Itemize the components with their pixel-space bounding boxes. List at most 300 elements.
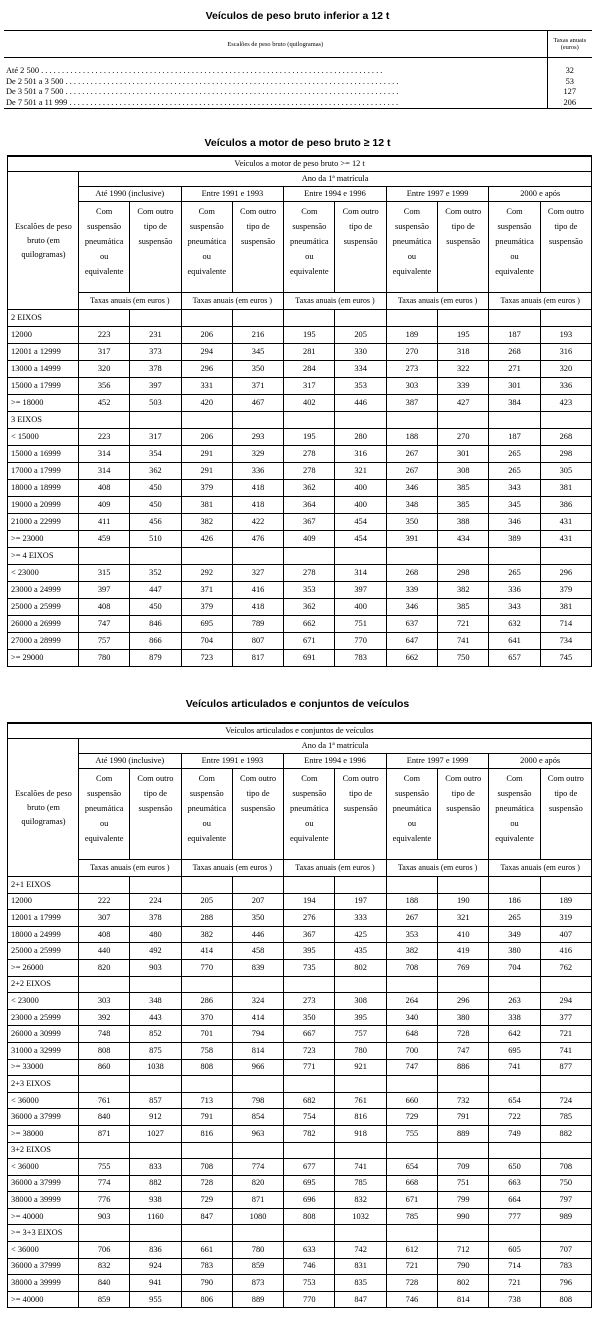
tax-value-cell: 741: [335, 1159, 386, 1176]
empty-cell: [489, 310, 540, 327]
tax-value-cell: 871: [232, 1192, 283, 1209]
table-row: [8, 1092, 592, 1109]
tax-value-cell: 381: [540, 480, 591, 497]
tax-value-cell: 820: [79, 959, 130, 976]
tax-value-cell: 338: [489, 1009, 540, 1026]
tax-value-cell: 1032: [335, 1208, 386, 1225]
table-row: [8, 993, 592, 1010]
tax-value-cell: 288: [181, 910, 232, 927]
empty-cell: [540, 877, 591, 894]
tax-value-cell: 912: [130, 1109, 181, 1126]
tax-value-cell: 446: [232, 926, 283, 943]
tax-value-cell: 454: [335, 531, 386, 548]
tax-value-cell: 386: [540, 497, 591, 514]
tax-value-cell: 348: [130, 993, 181, 1010]
tax-value-cell: 301: [489, 378, 540, 395]
tax-value-cell: 348: [386, 497, 437, 514]
tax-value-cell: 771: [284, 1059, 335, 1076]
tax-value-cell: 381: [181, 497, 232, 514]
tax-value-cell: 774: [79, 1175, 130, 1192]
table-row: [8, 582, 592, 599]
axle-group-row: [8, 1225, 592, 1242]
empty-cell: [540, 1142, 591, 1159]
tax-value-cell: 762: [540, 959, 591, 976]
tax-value-cell: 385: [438, 480, 489, 497]
table-row: [8, 1109, 592, 1126]
axle-group-row: [8, 310, 592, 327]
tax-value-cell: 860: [79, 1059, 130, 1076]
tax-value-cell: 886: [438, 1059, 489, 1076]
pneumatic-suspension-header: Com suspensão pneumática ou equivalente: [79, 202, 130, 293]
tax-value-cell: 380: [438, 1009, 489, 1026]
weight-bracket-label: 25000 a 25999: [8, 599, 79, 616]
tax-value-cell: 384: [489, 395, 540, 412]
tax-value-cell: 735: [284, 959, 335, 976]
empty-cell: [181, 877, 232, 894]
tax-value-cell: 859: [79, 1291, 130, 1308]
tax-value-cell: 709: [438, 1159, 489, 1176]
tax-value-cell: 747: [386, 1059, 437, 1076]
tax-value-cell: 758: [181, 1042, 232, 1059]
tax-value-cell: 747: [79, 616, 130, 633]
table-row: [8, 429, 592, 446]
tax-value-cell: 846: [130, 616, 181, 633]
tax-value-cell: 802: [335, 959, 386, 976]
tax-value-cell: 222: [79, 893, 130, 910]
registration-year-header: Ano da 1ª matrícula: [79, 739, 592, 754]
empty-cell: [386, 877, 437, 894]
empty-cell: [232, 877, 283, 894]
empty-cell: [232, 1142, 283, 1159]
tax-value-cell: 278: [284, 446, 335, 463]
other-suspension-header: Com outro tipo de suspensão: [130, 202, 181, 293]
tax-value-cell: 661: [181, 1242, 232, 1259]
tax-value-cell: 317: [130, 429, 181, 446]
tax-value-cell: 713: [181, 1092, 232, 1109]
tax-value-cell: 633: [284, 1242, 335, 1259]
empty-cell: [79, 412, 130, 429]
table-row: [8, 1175, 592, 1192]
tax-value-cell: 408: [79, 926, 130, 943]
tax-value-cell: 422: [232, 514, 283, 531]
empty-cell: [489, 1142, 540, 1159]
period-header: Entre 1991 e 1993: [181, 754, 284, 769]
axle-group-label: 2+3 EIXOS: [8, 1076, 79, 1093]
tax-value-cell: 802: [438, 1275, 489, 1292]
empty-cell: [181, 548, 232, 565]
tax-value-cell: 319: [540, 910, 591, 927]
tax-value-cell: 205: [335, 327, 386, 344]
tax-value-cell: 373: [130, 344, 181, 361]
weight-bracket-label: >= 40000: [8, 1208, 79, 1225]
section1-title: Veículos de peso bruto inferior a 12 t: [205, 10, 390, 22]
tax-value-cell: 695: [284, 1175, 335, 1192]
tax-value-cell: 316: [540, 344, 591, 361]
tax-value-cell: 353: [386, 926, 437, 943]
period-header: Entre 1997 e 1999: [386, 754, 489, 769]
tax-value-cell: 367: [284, 926, 335, 943]
other-suspension-header: Com outro tipo de suspensão: [540, 202, 591, 293]
pneumatic-suspension-header: Com suspensão pneumática ou equivalente: [386, 202, 437, 293]
tax-value-cell: 336: [489, 582, 540, 599]
empty-cell: [438, 877, 489, 894]
tax-value-cell: 316: [335, 446, 386, 463]
row-value: 53: [547, 77, 592, 88]
tax-value-cell: 605: [489, 1242, 540, 1259]
table-row: [8, 480, 592, 497]
tax-value-cell: 734: [540, 633, 591, 650]
table-caption: Veículos a motor de peso bruto >= 12 t: [8, 156, 592, 172]
tax-value-cell: 751: [335, 616, 386, 633]
empty-cell: [232, 976, 283, 993]
period-header: Entre 1994 e 1996: [284, 187, 387, 202]
tax-value-cell: 408: [79, 599, 130, 616]
tax-value-cell: 721: [386, 1258, 437, 1275]
empty-cell: [386, 412, 437, 429]
table-row: [8, 446, 592, 463]
tax-value-cell: 276: [284, 910, 335, 927]
weight-bracket-label: 12001 a 12999: [8, 344, 79, 361]
empty-cell: [79, 1225, 130, 1242]
tax-value-cell: 729: [181, 1192, 232, 1209]
tax-value-cell: 820: [232, 1175, 283, 1192]
tax-value-cell: 385: [438, 497, 489, 514]
empty-cell: [335, 1076, 386, 1093]
tax-value-cell: 409: [79, 497, 130, 514]
empty-cell: [284, 976, 335, 993]
tax-value-cell: 308: [335, 993, 386, 1010]
tax-value-cell: 721: [489, 1275, 540, 1292]
tax-column-header: Taxas anuais (euros): [547, 31, 592, 58]
tax-value-cell: 642: [489, 1026, 540, 1043]
empty-cell: [130, 310, 181, 327]
tax-value-cell: 612: [386, 1242, 437, 1259]
tax-value-cell: 785: [386, 1208, 437, 1225]
empty-cell: [540, 548, 591, 565]
empty-cell: [181, 1225, 232, 1242]
tax-value-cell: 799: [438, 1192, 489, 1209]
tax-value-cell: 362: [284, 480, 335, 497]
tax-value-cell: 761: [335, 1092, 386, 1109]
tax-value-cell: 749: [489, 1125, 540, 1142]
tax-value-cell: 350: [284, 1009, 335, 1026]
tax-value-cell: 334: [335, 361, 386, 378]
tax-value-cell: 746: [284, 1258, 335, 1275]
table-row: [8, 1125, 592, 1142]
tax-label: Taxas anuais (em euros ): [181, 860, 284, 877]
tax-value-cell: 761: [79, 1092, 130, 1109]
tax-value-cell: 408: [79, 480, 130, 497]
weight-bracket-label: < 36000: [8, 1159, 79, 1176]
tax-value-cell: 918: [335, 1125, 386, 1142]
weight-bracket-label: < 23000: [8, 993, 79, 1010]
tax-value-cell: 774: [232, 1159, 283, 1176]
tax-value-cell: 691: [284, 650, 335, 667]
tax-value-cell: 343: [489, 480, 540, 497]
empty-cell: [284, 1142, 335, 1159]
tax-value-cell: 873: [232, 1275, 283, 1292]
light-vehicles-table: [4, 30, 592, 109]
tax-value-cell: 379: [181, 599, 232, 616]
tax-value-cell: 728: [386, 1275, 437, 1292]
tax-value-cell: 695: [181, 616, 232, 633]
tax-value-cell: 268: [386, 565, 437, 582]
tax-value-cell: 783: [181, 1258, 232, 1275]
tax-value-cell: 385: [438, 599, 489, 616]
period-header: 2000 e após: [489, 187, 592, 202]
tax-value-cell: 780: [335, 1042, 386, 1059]
empty-cell: [489, 877, 540, 894]
tax-value-cell: 350: [386, 514, 437, 531]
table-row: [8, 1258, 592, 1275]
tax-value-cell: 807: [232, 633, 283, 650]
tax-value-cell: 345: [232, 344, 283, 361]
tax-value-cell: 741: [438, 633, 489, 650]
tax-value-cell: 273: [284, 993, 335, 1010]
tax-value-cell: 265: [489, 463, 540, 480]
tax-value-cell: 924: [130, 1258, 181, 1275]
tax-value-cell: 728: [438, 1026, 489, 1043]
other-suspension-header: Com outro tipo de suspensão: [438, 769, 489, 860]
empty-cell: [181, 412, 232, 429]
tax-value-cell: 704: [489, 959, 540, 976]
tax-value-cell: 265: [489, 446, 540, 463]
row-value: 32: [547, 66, 592, 77]
empty-cell: [79, 548, 130, 565]
tax-value-cell: 700: [386, 1042, 437, 1059]
tax-value-cell: 271: [489, 361, 540, 378]
table-row: [8, 344, 592, 361]
tax-value-cell: 420: [181, 395, 232, 412]
axle-group-row: [8, 877, 592, 894]
tax-value-cell: 419: [438, 943, 489, 960]
tax-value-cell: 777: [489, 1208, 540, 1225]
weight-bracket-label: 15000 a 17999: [8, 378, 79, 395]
tax-value-cell: 1160: [130, 1208, 181, 1225]
empty-cell: [232, 1225, 283, 1242]
weight-bracket-label: < 36000: [8, 1092, 79, 1109]
tax-value-cell: 381: [540, 599, 591, 616]
weight-bracket-label: 38000 a 39999: [8, 1192, 79, 1209]
tax-value-cell: 387: [386, 395, 437, 412]
tax-value-cell: 414: [232, 1009, 283, 1026]
tax-value-cell: 742: [335, 1242, 386, 1259]
tax-value-cell: 877: [540, 1059, 591, 1076]
tax-value-cell: 840: [79, 1275, 130, 1292]
weight-bracket-label: 18000 a 24999: [8, 926, 79, 943]
empty-cell: [386, 1225, 437, 1242]
empty-cell: [79, 1142, 130, 1159]
tax-value-cell: 187: [489, 429, 540, 446]
empty-cell: [284, 310, 335, 327]
tax-value-cell: 195: [284, 429, 335, 446]
tax-value-cell: 714: [540, 616, 591, 633]
row-label: De 3 501 a 7 500 . . . . . . . . . . . . . . . . . . . . . . . . . . . . . . . . . . . . . . . . . . . . . . . . . . . . . . . . . . . . . . . . . . . . . . . . . . . . . . . .: [6, 87, 399, 97]
tax-value-cell: 318: [438, 344, 489, 361]
tax-value-cell: 397: [130, 378, 181, 395]
empty-cell: [181, 976, 232, 993]
tax-value-cell: 454: [335, 514, 386, 531]
weight-bracket-label: 15000 a 16999: [8, 446, 79, 463]
tax-value-cell: 456: [130, 514, 181, 531]
table-row: [8, 463, 592, 480]
tax-value-cell: 379: [181, 480, 232, 497]
tax-value-cell: 446: [335, 395, 386, 412]
tax-value-cell: 380: [489, 943, 540, 960]
empty-cell: [386, 310, 437, 327]
tax-value-cell: 798: [232, 1092, 283, 1109]
tax-value-cell: 189: [540, 893, 591, 910]
tax-value-cell: 921: [335, 1059, 386, 1076]
empty-cell: [130, 412, 181, 429]
tax-value-cell: 431: [540, 514, 591, 531]
tax-value-cell: 320: [79, 361, 130, 378]
tax-value-cell: 450: [130, 599, 181, 616]
empty-cell: [489, 976, 540, 993]
tax-value-cell: 671: [284, 633, 335, 650]
tax-value-cell: 367: [284, 514, 335, 531]
weight-bracket-label: 36000 a 37999: [8, 1109, 79, 1126]
table-row: [8, 599, 592, 616]
table-caption: Veículos articulados e conjuntos de veículos: [8, 723, 592, 739]
tax-value-cell: 741: [489, 1059, 540, 1076]
tax-value-cell: 728: [181, 1175, 232, 1192]
tax-value-cell: 657: [489, 650, 540, 667]
section2-title: Veículos a motor de peso bruto ≥ 12 t: [204, 137, 391, 149]
tax-value-cell: 296: [181, 361, 232, 378]
tax-value-cell: 467: [232, 395, 283, 412]
empty-cell: [540, 976, 591, 993]
tax-value-cell: 654: [386, 1159, 437, 1176]
tax-value-cell: 329: [232, 446, 283, 463]
tax-value-cell: 871: [79, 1125, 130, 1142]
tax-value-cell: 745: [540, 650, 591, 667]
tax-value-cell: 267: [386, 463, 437, 480]
tax-value-cell: 350: [232, 361, 283, 378]
tax-value-cell: 724: [540, 1092, 591, 1109]
empty-cell: [232, 1076, 283, 1093]
table-row: [8, 1291, 592, 1308]
tax-value-cell: 267: [386, 910, 437, 927]
pneumatic-suspension-header: Com suspensão pneumática ou equivalente: [284, 202, 335, 293]
empty-cell: [79, 877, 130, 894]
axle-group-label: >= 3+3 EIXOS: [8, 1225, 79, 1242]
tax-value-cell: 707: [540, 1242, 591, 1259]
tax-value-cell: 284: [284, 361, 335, 378]
tax-value-cell: 314: [335, 565, 386, 582]
empty-cell: [284, 1225, 335, 1242]
tax-value-cell: 388: [438, 514, 489, 531]
tax-value-cell: 770: [181, 959, 232, 976]
tax-value-cell: 712: [438, 1242, 489, 1259]
other-suspension-header: Com outro tipo de suspensão: [130, 769, 181, 860]
pneumatic-suspension-header: Com suspensão pneumática ou equivalente: [284, 769, 335, 860]
tax-value-cell: 808: [284, 1208, 335, 1225]
empty-cell: [540, 1076, 591, 1093]
weight-bracket-label: 19000 a 20999: [8, 497, 79, 514]
tax-value-cell: 667: [284, 1026, 335, 1043]
axle-group-label: 3+2 EIXOS: [8, 1142, 79, 1159]
tax-value-cell: 671: [386, 1192, 437, 1209]
row-label: De 7 501 a 11 999 . . . . . . . . . . . . . . . . . . . . . . . . . . . . . . . . . . . . . . . . . . . . . . . . . . . . . . . . . . . . . . . . . . . . . . . . . . . . . . .: [4, 98, 547, 109]
tax-value-cell: 780: [79, 650, 130, 667]
weight-bracket-label: 26000 a 30999: [8, 1026, 79, 1043]
tax-value-cell: 292: [181, 565, 232, 582]
table-row: [8, 1059, 592, 1076]
tax-value-cell: 806: [181, 1291, 232, 1308]
tax-value-cell: 425: [335, 926, 386, 943]
tax-value-cell: 343: [489, 599, 540, 616]
tax-value-cell: 294: [540, 993, 591, 1010]
tax-value-cell: 317: [284, 378, 335, 395]
tax-value-cell: 382: [181, 514, 232, 531]
table-row: [8, 926, 592, 943]
tax-value-cell: 333: [335, 910, 386, 927]
tax-value-cell: 903: [130, 959, 181, 976]
pneumatic-suspension-header: Com suspensão pneumática ou equivalente: [489, 769, 540, 860]
axle-group-label: 2+2 EIXOS: [8, 976, 79, 993]
tax-value-cell: 411: [79, 514, 130, 531]
tax-value-cell: 882: [130, 1175, 181, 1192]
articulated-vehicles-table: [7, 722, 592, 1308]
weight-bracket-label: 23000 a 25999: [8, 1009, 79, 1026]
tax-value-cell: 732: [438, 1092, 489, 1109]
tax-value-cell: 303: [79, 993, 130, 1010]
empty-cell: [130, 877, 181, 894]
tax-value-cell: 1080: [232, 1208, 283, 1225]
tax-value-cell: 668: [386, 1175, 437, 1192]
tax-value-cell: 682: [284, 1092, 335, 1109]
tax-value-cell: 339: [438, 378, 489, 395]
tax-value-cell: 794: [232, 1026, 283, 1043]
tax-value-cell: 857: [130, 1092, 181, 1109]
tax-value-cell: 307: [79, 910, 130, 927]
other-suspension-header: Com outro tipo de suspensão: [438, 202, 489, 293]
axle-group-row: [8, 412, 592, 429]
empty-cell: [181, 1142, 232, 1159]
empty-cell: [284, 877, 335, 894]
tax-value-cell: 223: [79, 429, 130, 446]
weight-bracket-label: >= 23000: [8, 531, 79, 548]
tax-value-cell: 416: [232, 582, 283, 599]
empty-cell: [489, 548, 540, 565]
axle-group-label: 3 EIXOS: [8, 412, 79, 429]
tax-value-cell: 754: [284, 1109, 335, 1126]
tax-value-cell: 637: [386, 616, 437, 633]
tax-value-cell: 270: [386, 344, 437, 361]
tax-value-cell: 770: [335, 633, 386, 650]
tax-value-cell: 882: [540, 1125, 591, 1142]
tax-value-cell: 458: [232, 943, 283, 960]
table-row: [8, 361, 592, 378]
empty-cell: [438, 1076, 489, 1093]
tax-value-cell: 270: [438, 429, 489, 446]
pneumatic-suspension-header: Com suspensão pneumática ou equivalente: [181, 769, 232, 860]
tax-value-cell: 832: [335, 1192, 386, 1209]
tax-value-cell: 938: [130, 1192, 181, 1209]
period-header: Entre 1997 e 1999: [386, 187, 489, 202]
tax-value-cell: 662: [284, 616, 335, 633]
tax-value-cell: 195: [284, 327, 335, 344]
tax-value-cell: 427: [438, 395, 489, 412]
tax-value-cell: 331: [181, 378, 232, 395]
tax-value-cell: 314: [79, 463, 130, 480]
table-row: [8, 1275, 592, 1292]
tax-value-cell: 382: [181, 926, 232, 943]
empty-cell: [130, 1076, 181, 1093]
tax-value-cell: 866: [130, 633, 181, 650]
tax-value-cell: 796: [540, 1275, 591, 1292]
